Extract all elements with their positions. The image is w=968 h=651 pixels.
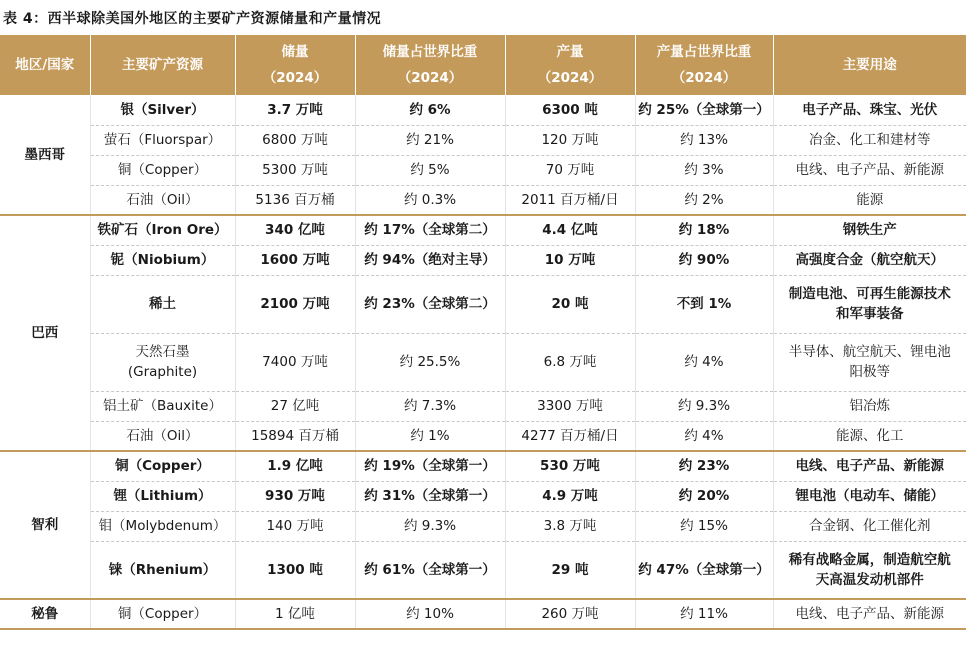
cell-usage: 冶金、化工和建材等 — [773, 125, 966, 155]
cell-reserve-share: 约 5% — [355, 155, 505, 185]
cell-reserve: 2100 万吨 — [235, 275, 355, 333]
header-usage: 主要用途 — [773, 35, 966, 95]
cell-production-share: 约 4% — [635, 421, 773, 451]
table-row — [0, 245, 966, 275]
cell-production: 530 万吨 — [505, 451, 635, 481]
cell-resource: 萤石（Fluorspar） — [90, 125, 235, 155]
table-row — [0, 541, 966, 599]
cell-production: 10 万吨 — [505, 245, 635, 275]
cell-resource: 天然石墨 (Graphite) — [90, 333, 235, 391]
cell-resource: 铜（Copper） — [90, 599, 235, 629]
region-mexico: 墨西哥 — [0, 95, 90, 215]
cell-reserve-share: 约 17%（全球第二） — [355, 215, 505, 245]
cell-production-share: 约 9.3% — [635, 391, 773, 421]
cell-reserve-share: 约 0.3% — [355, 185, 505, 215]
cell-production: 120 万吨 — [505, 125, 635, 155]
cell-reserve: 7400 万吨 — [235, 333, 355, 391]
header-resource: 主要矿产资源 — [90, 35, 235, 95]
cell-usage: 能源 — [773, 185, 966, 215]
table-row — [0, 95, 966, 125]
cell-production-share: 约 20% — [635, 481, 773, 511]
cell-reserve-share: 约 7.3% — [355, 391, 505, 421]
cell-production-share: 约 13% — [635, 125, 773, 155]
cell-production-share: 约 2% — [635, 185, 773, 215]
cell-reserve-share: 约 6% — [355, 95, 505, 125]
cell-usage: 电线、电子产品、新能源 — [773, 599, 966, 629]
table-row — [0, 481, 966, 511]
cell-reserve-share: 约 19%（全球第一） — [355, 451, 505, 481]
cell-production-share: 约 18% — [635, 215, 773, 245]
cell-usage: 铝冶炼 — [773, 391, 966, 421]
cell-production-share: 约 11% — [635, 599, 773, 629]
cell-production: 3300 万吨 — [505, 391, 635, 421]
cell-production: 70 万吨 — [505, 155, 635, 185]
region-brazil: 巴西 — [0, 215, 90, 451]
header-reserve-share: 储量占世界比重 （2024） — [355, 35, 505, 95]
cell-reserve-share: 约 23%（全球第二） — [355, 275, 505, 333]
cell-usage: 半导体、航空航天、锂电池 阳极等 — [773, 333, 966, 391]
cell-reserve: 1.9 亿吨 — [235, 451, 355, 481]
cell-production-share: 约 25%（全球第一） — [635, 95, 773, 125]
cell-production: 2011 百万桶/日 — [505, 185, 635, 215]
header-production: 产量 （2024） — [505, 35, 635, 95]
cell-resource: 石油（Oil） — [90, 185, 235, 215]
cell-reserve: 1300 吨 — [235, 541, 355, 599]
cell-resource: 铌（Niobium） — [90, 245, 235, 275]
cell-usage: 合金钢、化工催化剂 — [773, 511, 966, 541]
cell-production: 6300 吨 — [505, 95, 635, 125]
cell-reserve-share: 约 61%（全球第一） — [355, 541, 505, 599]
table-row — [0, 185, 966, 215]
cell-reserve: 340 亿吨 — [235, 215, 355, 245]
cell-production-share: 约 3% — [635, 155, 773, 185]
cell-resource: 铁矿石（Iron Ore） — [90, 215, 235, 245]
cell-production-share: 约 90% — [635, 245, 773, 275]
cell-usage: 制造电池、可再生能源技术 和军事装备 — [773, 275, 966, 333]
table-row — [0, 511, 966, 541]
table-row — [0, 421, 966, 451]
header-region: 地区/国家 — [0, 35, 90, 95]
cell-reserve: 6800 万吨 — [235, 125, 355, 155]
cell-production: 6.8 万吨 — [505, 333, 635, 391]
cell-usage: 锂电池（电动车、储能） — [773, 481, 966, 511]
cell-reserve-share: 约 31%（全球第一） — [355, 481, 505, 511]
table-row — [0, 125, 966, 155]
cell-production: 3.8 万吨 — [505, 511, 635, 541]
cell-production-share: 约 23% — [635, 451, 773, 481]
region-peru: 秘鲁 — [0, 599, 90, 629]
cell-resource: 石油（Oil） — [90, 421, 235, 451]
cell-resource: 铝土矿（Bauxite） — [90, 391, 235, 421]
cell-usage: 能源、化工 — [773, 421, 966, 451]
table-row — [0, 215, 966, 245]
table-row — [0, 451, 966, 481]
cell-production: 20 吨 — [505, 275, 635, 333]
cell-usage: 高强度合金（航空航天） — [773, 245, 966, 275]
cell-reserve: 1 亿吨 — [235, 599, 355, 629]
table-caption: 表 4：西半球除美国外地区的主要矿产资源储量和产量情况 — [3, 11, 382, 27]
region-chile: 智利 — [0, 451, 90, 599]
cell-resource: 钼（Molybdenum） — [90, 511, 235, 541]
cell-production: 4.9 万吨 — [505, 481, 635, 511]
table-row — [0, 333, 966, 391]
cell-reserve: 3.7 万吨 — [235, 95, 355, 125]
cell-resource: 稀土 — [90, 275, 235, 333]
cell-resource: 锂（Lithium） — [90, 481, 235, 511]
cell-usage: 电线、电子产品、新能源 — [773, 451, 966, 481]
table-row — [0, 391, 966, 421]
table-row — [0, 275, 966, 333]
cell-reserve: 5136 百万桶 — [235, 185, 355, 215]
cell-reserve: 930 万吨 — [235, 481, 355, 511]
table-row — [0, 599, 966, 629]
cell-production-share: 不到 1% — [635, 275, 773, 333]
header-reserve: 储量 （2024） — [235, 35, 355, 95]
minerals-table — [0, 35, 966, 630]
cell-resource: 铜（Copper） — [90, 451, 235, 481]
cell-resource: 铜（Copper） — [90, 155, 235, 185]
cell-usage: 钢铁生产 — [773, 215, 966, 245]
cell-reserve-share: 约 25.5% — [355, 333, 505, 391]
cell-reserve-share: 约 21% — [355, 125, 505, 155]
cell-reserve-share: 约 9.3% — [355, 511, 505, 541]
header-production-share: 产量占世界比重 （2024） — [635, 35, 773, 95]
cell-reserve: 1600 万吨 — [235, 245, 355, 275]
cell-reserve: 15894 百万桶 — [235, 421, 355, 451]
cell-production: 4.4 亿吨 — [505, 215, 635, 245]
cell-usage: 电线、电子产品、新能源 — [773, 155, 966, 185]
cell-resource: 铼（Rhenium） — [90, 541, 235, 599]
cell-reserve: 27 亿吨 — [235, 391, 355, 421]
cell-usage: 电子产品、珠宝、光伏 — [773, 95, 966, 125]
cell-reserve: 140 万吨 — [235, 511, 355, 541]
cell-reserve-share: 约 1% — [355, 421, 505, 451]
cell-production: 4277 百万桶/日 — [505, 421, 635, 451]
cell-production-share: 约 4% — [635, 333, 773, 391]
cell-production: 260 万吨 — [505, 599, 635, 629]
cell-reserve-share: 约 10% — [355, 599, 505, 629]
cell-resource: 银（Silver） — [90, 95, 235, 125]
cell-production-share: 约 47%（全球第一） — [635, 541, 773, 599]
cell-production: 29 吨 — [505, 541, 635, 599]
header-row — [0, 35, 966, 95]
cell-production-share: 约 15% — [635, 511, 773, 541]
cell-usage: 稀有战略金属，制造航空航 天高温发动机部件 — [773, 541, 966, 599]
cell-reserve-share: 约 94%（绝对主导） — [355, 245, 505, 275]
cell-reserve: 5300 万吨 — [235, 155, 355, 185]
table-row — [0, 155, 966, 185]
